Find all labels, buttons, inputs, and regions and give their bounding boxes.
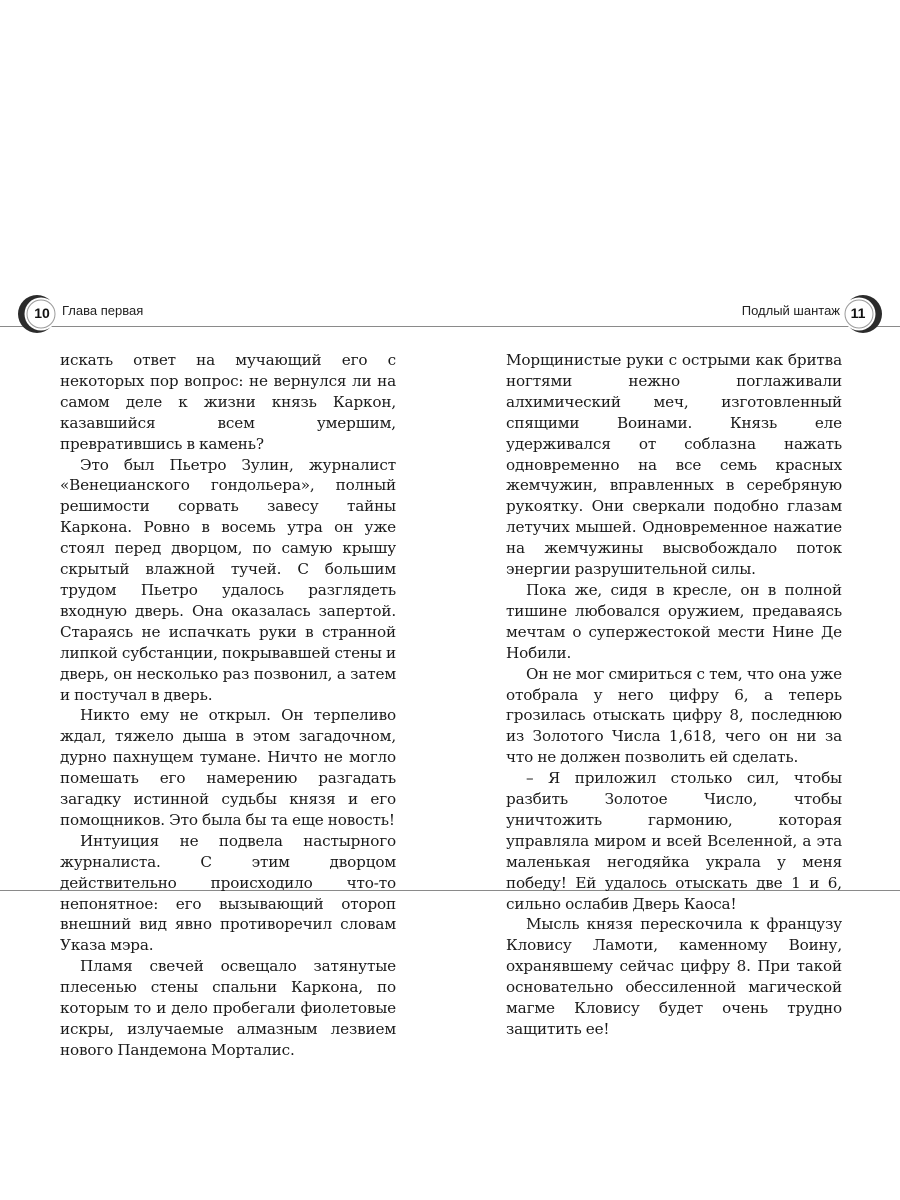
- paragraph: Никто ему не открыл. Он терпеливо ждал, тяжело дыша в этом загадочном, дурно пахнущем тумане. Ничто не могло помешать его намерению разгадать загадку истинной судьбы князя и его помощников. Это была бы та еще новость!: [60, 706, 396, 829]
- paragraph: искать ответ на мучающий его с некоторых пор вопрос: не вернулся ли на самом деле к жизни князь Каркон, казавшийся всем умершим, превратившись в камень?: [60, 351, 396, 453]
- right-page-number-badge: [843, 294, 883, 334]
- paragraph: Мысль князя перескочила к французу Кловису Ламоти, каменному Воину, охранявшему сейчас цифру 8. При такой основательно обессиленной магической магме Кловису будет очень трудно защитить ее!: [506, 915, 842, 1038]
- paragraph: – Я приложил столько сил, чтобы разбить Золотое Число, чтобы уничтожить гармонию, которая управляла миром и всей Вселенной, а эта маленькая негодяйка украла у меня победу! Ей удалось отыскать две 1 и 6, сильно ослабив Дверь Каоса!: [506, 769, 842, 913]
- left-running-head: Глава первая: [62, 303, 144, 318]
- right-page-number: 11: [850, 305, 866, 321]
- paragraph: Это был Пьетро Зулин, журналист «Венецианского гондольера», полный решимости сорвать завесу тайны Каркона. Ровно в восемь утра он уже стоял перед дворцом, по самую крышу скрытый влажной тучей. С большим трудом Пьетро удалось разглядеть входную дверь. Она оказалась запертой. Стараясь не испачкать руки в странной липкой субстанции, покрывавшей стены и дверь, он несколько раз позвонил, а затем и постучал в дверь.: [60, 455, 396, 704]
- right-running-head: Подлый шантаж: [741, 303, 840, 318]
- left-page-number: 10: [34, 305, 50, 321]
- paragraph: Пока же, сидя в кресле, он в полной тишине любовался оружием, предаваясь мечтам о супержестокой мести Нине Де Нобили.: [506, 580, 842, 662]
- left-page-number-badge: [17, 294, 57, 334]
- paragraph: Интуиция не подвела настырного журналиста. С этим дворцом действительно происходило что-то непонятное: его вызывающий отороп внешний вид явно противоречил словам Указа мэра.: [60, 831, 396, 955]
- paragraph: Морщинистые руки с острыми как бритва ногтями нежно поглаживали алхимический меч, изготовленный спящими Воинами. Князь еле удерживался от соблазна нажать одновременно на все семь красных жемчужин, вправленных в серебряную рукоятку. Они сверкали подобно глазам летучих мышей. Одновременное нажатие на жемчужины высвобождало поток энергии разрушительной силы.: [506, 351, 842, 579]
- paragraph: Он не мог смириться с тем, что она уже отобрала у него цифру 6, а теперь грозилась отыскать цифру 8, последнюю из Золотого Числа 1,618, чего он ни за что не должен позволить ей сделать.: [506, 664, 842, 767]
- header-rule: [0, 326, 900, 327]
- paragraph: Пламя свечей освещало затянутые плесенью стены спальни Каркона, по которым то и дело пробегали фиолетовые искры, излучаемые алмазным лезвием нового Пандемона Морталис.: [60, 957, 396, 1059]
- right-page-body: [506, 350, 842, 1040]
- left-page-body: [60, 350, 396, 1061]
